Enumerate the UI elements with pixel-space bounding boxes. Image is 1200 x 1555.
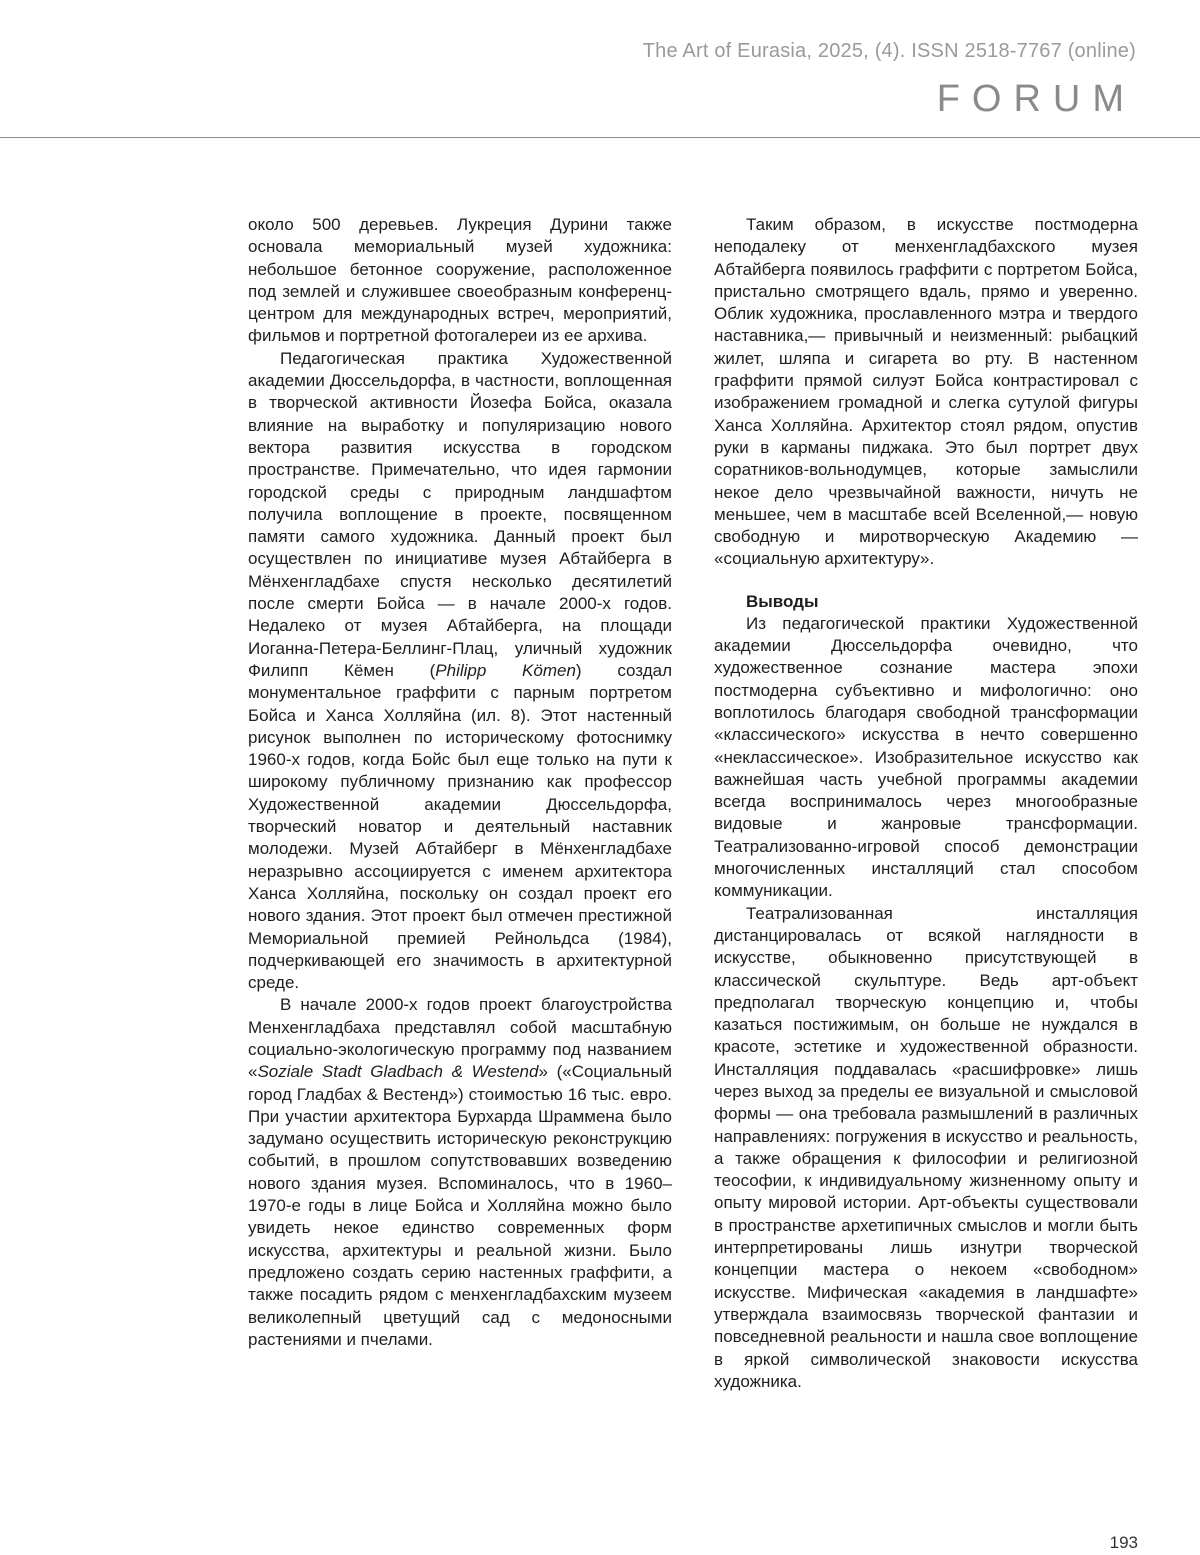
journal-citation: The Art of Eurasia, 2025, (4). ISSN 2518-7767 (online)	[642, 40, 1136, 62]
page-number: 193	[1109, 1533, 1138, 1552]
paragraph-text: Педагогическая практика Художественной академии Дюссельдорфа, в частности, воплощенная в творческой активности Йозефа Бойса, оказала влияние на выработку и популяризацию нового вектора развития искусства в городском пространстве. Примечательно, что идея гармонии городской среды с природным ландшафтом получила воплощение в проекте, посвященном памяти самого художника. Данный проект был осуществлен по инициативе музея Абтайберга в Мёнхенгладбахе спустя несколько десятилетий после смерти Бойса — в начале 2000-х годов. Недалеко от музея Абтайберга, на площади Иоганна-Петера-Беллинг-Плац, уличный художник Филипп Кёмен (	[248, 348, 672, 680]
paragraph: Театрализованная инсталляция дистанцировалась от всякой наглядности в искусстве, обыкновенно присутствующей в классической скульптуре. Ведь арт-объект предполагал творческую концепцию и, чтобы казаться постижимым, он больше не нуждался в красоте, эстетике и художественной образности. Инсталляция поддавалась «расшифровке» лишь через выход за пределы ее визуальной и смысловой формы — она требовала размышлений в различных направлениях: погружения в искусство и реальность, а также обращения к философии и религиозной теософии, к индивидуальному жизненному опыту и опыту мировой истории. Арт-объекты существовали в пространстве архетипичных смыслов и могли быть интерпретированы лишь изнутри творческой концепции мастера о некоем «свободном» искусстве. Мифическая «академия в ландшафте» утверждала взаимосвязь творческой фантазии и повседневной реальности и нашла свое воплощение в яркой символической знаковости искусства художника.	[714, 903, 1138, 1391]
section-title: FORUM	[936, 78, 1136, 120]
italic-title: Soziale Stadt Gladbach & Westend	[257, 1062, 539, 1082]
italic-name: Philipp Kömen	[435, 660, 576, 680]
header-rule	[0, 137, 1200, 138]
paragraph-text: ) создал монументальное граффити с парным портретом Бойса и Ханса Холляйна (ил. 8). Этот настенный рисунок выполнен по историческому фотоснимку 1960-х годов, когда Бойс был еще только на пути к широкому публичному признанию как профессор Художественной академии Дюссельдорфа, творческий новатор и деятельный наставник молодежи. Музей Абтайберг в Мёнхенгладбахе неразрывно ассоциируется с именем архитектора Ханса Холляйна, поскольку он создал проект его нового здания. Этот проект был отмечен престижной Мемориальной премией Рейнольдса (1984), подчеркивающей его значимость в архитектурной среде.	[248, 660, 672, 993]
right-column	[714, 214, 1138, 1393]
paragraph-text: » («Социальный город Гладбах & Вестенд») стоимостью 16 тыс. евро. При участии архитектора Бурхарда Шраммена было задумано осуществить историческую реконструкцию событий, в прошлом сопутствовавших возведению нового здания музея. Вспоминалось, что в 1960–1970-е годы в лице Бойса и Холляйна можно было увидеть некое единство современных форм искусства, архитектуры и реальной жизни. Было предложено создать серию настенных граффити, а также посадить рядом с менхенгладбахским музеем великолепный цветущий сад с медоносными растениями и пчелами.	[248, 1062, 672, 1349]
paragraph: Из педагогической практики Художественной академии Дюссельдорфа очевидно, что художественное сознание мастера эпохи постмодерна субъективно и мифологично: оно воплотилось благодаря свободной трансформации «классического» искусства в нечто совершенно «неклассическое». Изобразительное искусство как важнейшая часть учебной программы академии всегда воспринималось через многообразные видовые и жанровые трансформации. Театрализованно-игровой способ демонстрации многочисленных инсталляций стал способом коммуникации.	[714, 613, 1138, 901]
paragraph	[248, 994, 672, 1351]
paragraph-text: В начале 2000-х годов проект благоустройства Менхенгладбаха представлял собой масштабную социально-экологическую программу под названием «	[248, 995, 672, 1082]
section-heading: Выводы	[746, 591, 819, 611]
left-column	[248, 214, 672, 1351]
paragraph: около 500 деревьев. Лукреция Дурини также основала мемориальный музей художника: небольшое бетонное сооружение, расположенное под землей и служившее своеобразным конференц-центром для международных встреч, мероприятий, фильмов и портретной фотогалереи из ее архива.	[248, 215, 672, 346]
paragraph: Таким образом, в искусстве постмодерна неподалеку от менхенгладбахского музея Абтайберга появилось граффити с портретом Бойса, пристально смотрящего вдаль, прямо и уверенно. Облик художника, прославленного мэтра и твердого наставника,— привычный и неизменный: рыбацкий жилет, шляпа и сигарета во рту. В настенном граффити прямой силуэт Бойса контрастировал с изображением громадной и слегка сутулой фигуры Ханса Холляйна. Архитектор стоял рядом, опустив руки в карманы пиджака. Это был портрет двух соратников-вольнодумцев, которые замыслили некое дело чрезвычайной важности, ничуть не меньшее, чем в масштабе всей Вселенной,— новую свободную и миротворческую Академию — «социальную архитектуру».	[714, 215, 1138, 569]
paragraph	[248, 348, 672, 995]
